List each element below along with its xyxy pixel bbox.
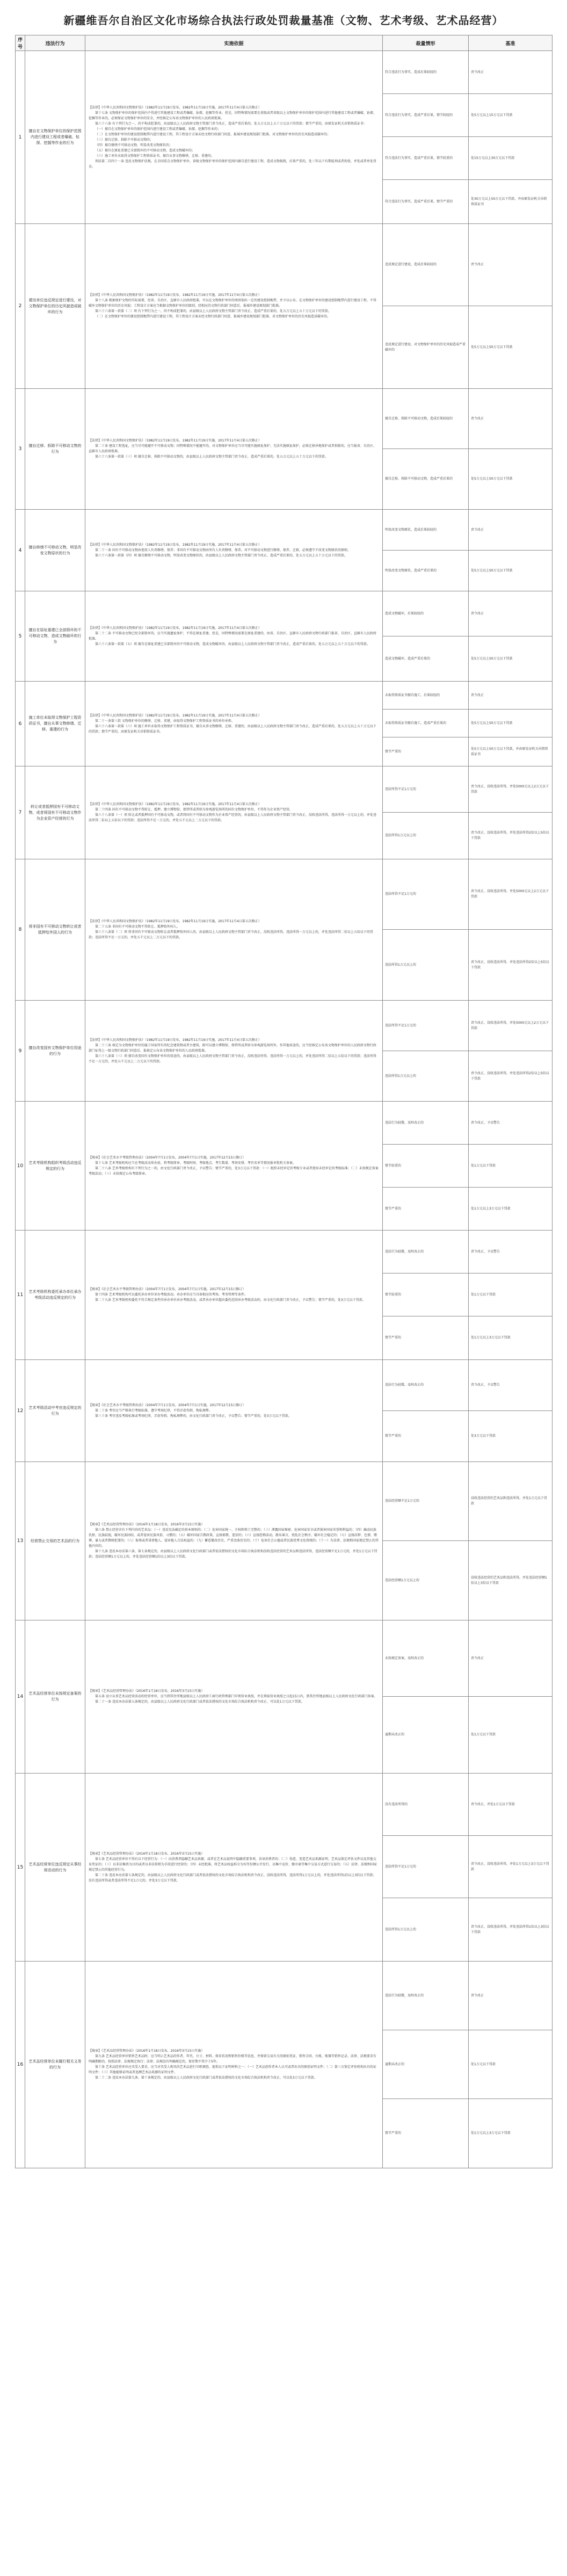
penalty-standard: 处1万元以下罚款 [469, 1697, 553, 1774]
penalty-standard: 处1万元以下罚款 [469, 1145, 553, 1188]
table-row [16, 1774, 553, 1836]
violation-name: 艺术考级机构委托承办单位承办考级活动违反规定的行为 [25, 1231, 85, 1360]
legal-basis-paragraph: 第六十六条 有下列行为之一，尚不构成犯罪的，由县级以上人民政府文物主管部门责令改正，造成严重后果的，处五万元以上五十万元以下的罚款；情节严重的，由原发证机关吊销资质证书： [95, 121, 367, 126]
discretion-condition: 违法行为轻微，及时改正的 [383, 1231, 469, 1273]
legal-basis [85, 591, 383, 682]
legal-basis-paragraph: （四）擅自修缮不可移动文物，明显改变文物原状的； [95, 143, 173, 147]
violation-name: 艺术考级机构组织考级活动违反规定的行为 [25, 1102, 85, 1231]
table-row [16, 1620, 553, 1697]
legal-basis [85, 1360, 383, 1462]
legal-basis-paragraph: 第二十五条 非国有不可移动文物不得转让、抵押给外国人。 [95, 925, 180, 929]
legal-basis-paragraph: 第十八条 根据保护文物的实际需要，经省、自治区、直辖市人民政府批准，可以在文物保护单位的周围划出一定的建设控制地带，并予以公布。在文物保护单位的建设控制地带内进行建设工程，不得破坏文物保护单位的历史风貌；工程设计方案应当根据文物保护单位的级别，经相应的文物行政部门同意后，报城乡建设规划部门批准。 [89, 299, 376, 308]
discretion-condition: 明显改变文物原状，造成严重后果的 [383, 551, 469, 591]
row-number: 9 [16, 1001, 25, 1102]
penalty-standard: 责令改正 [469, 510, 553, 551]
discretion-condition: 符合违法行为事实，造成后果较轻的 [383, 51, 469, 94]
penalty-standard: 责令改正 [469, 389, 553, 449]
row-number: 1 [16, 51, 25, 224]
penalty-standard: 责令改正，没收违法所得，并处违法所得2倍以上5倍以下罚款 [469, 813, 553, 859]
discretion-condition: 没有违法所得的 [383, 1774, 469, 1836]
discretion-condition: 违法所得不足1万元的 [383, 1001, 469, 1051]
penalty-standard: 责令改正，予以警告 [469, 1231, 553, 1273]
penalty-standard: 责令改正，没收违法所得，并处违法所得1倍以上3倍以下罚款 [469, 1898, 553, 1962]
table-row [16, 1962, 553, 2030]
penalty-standard: 处5万元以上15万元以下罚款 [469, 94, 553, 137]
penalty-standard: 处3万元以下罚款 [469, 1411, 553, 1462]
legal-basis-paragraph: 【法律】《中华人民共和国文物保护法》（1982年11月19日发布，1982年11月19日实施，2017年11月4日第五次修正） [89, 802, 261, 806]
discretion-condition: 未取得资质证书擅自施工，后果较轻的 [383, 682, 469, 710]
table-row [16, 1360, 553, 1411]
discretion-condition: 造成文物破坏，后果较轻的 [383, 591, 469, 636]
legal-basis [85, 1102, 383, 1231]
penalty-standard: 处30万元以上50万元以下罚款，并由原发证机关吊销资质证书 [469, 180, 553, 224]
legal-basis-paragraph: 第六条 禁止经营含有下列内容的艺术品：（一）违反宪法确定的基本原则的；（二）危害国家统一、主权和领土完整的；（三）泄露国家秘密、危害国家安全或者损害国家荣誉和利益的；（四）煽动民族仇恨、民族歧视，破坏民族团结，或者侵害民族风俗、习惯的；（五）破坏国家宗教政策，宣扬邪教、迷信的；（六）宣扬恐怖活动，散布谣言，扰乱社会秩序，破坏社会稳定的；（七）宣扬淫秽、色情、赌博、暴力或者教唆犯罪的；（八）侮辱或者诽谤他人，侵害他人合法权益的；（九）蓄意篡改历史、严重歪曲历史的；（十）危害社会公德或者民族优秀文化传统的；（十一）有法律、法规和国家规定禁止的其他内容的。 [89, 1528, 379, 1548]
row-number: 12 [16, 1360, 25, 1462]
penalty-standard: 责令改正，没收违法所得，并处5000元以上2万元以下罚款 [469, 766, 553, 813]
legal-basis-paragraph: 第二十条 考官应当严格执行考级标准，遵守考场纪律，不得弄虚作假、徇私舞弊。 [95, 1408, 212, 1413]
legal-basis-paragraph: 【法律】《中华人民共和国文物保护法》（1982年11月19日发布，1982年11月19日实施，2017年11月4日第五次修正） [89, 920, 261, 923]
penalty-standard: 责令改正，予以警告 [469, 1102, 553, 1145]
row-number: 7 [16, 766, 25, 859]
discretion-condition: 情节严重的 [383, 737, 469, 766]
discretion-condition: 违法所得1万元以上的 [383, 1898, 469, 1962]
row-number: 4 [16, 510, 25, 591]
discretion-condition: 违反规定进行建设，对文物保护单位的历史风貌造成严重破坏的 [383, 306, 469, 389]
table-row [16, 510, 553, 551]
penalty-standard: 责令改正，没收违法所得，并处违法所得2倍以上5倍以下罚款 [469, 930, 553, 1001]
penalty-standard: 责令改正 [469, 1962, 553, 2030]
violation-name: 将非国有不可移动文物转让或者抵押给外国人的行为 [25, 859, 85, 1001]
legal-basis-paragraph: 第二十三条 核定为文物保护单位的属于国家所有的纪念建筑物或者古建筑，除可以建立博物馆、保管所或者辟为参观游览场所外，作其他用途的，应当经核定公布该文物保护单位的人民政府文物行政部门征得上一级文物行政部门同意后，报核定公布该文物保护单位的人民政府批准。 [89, 1043, 376, 1053]
penalty-standard: 处5万元以上50万元以下罚款，并由原发证机关吊销资质证书 [469, 737, 553, 766]
discretion-condition: 情节严重的 [383, 1188, 469, 1231]
penalty-standard: 责令改正 [469, 591, 553, 636]
discretion-condition: 违法所得1万元以上的 [383, 1051, 469, 1102]
discretion-condition: 擅自迁移、拆除不可移动文物，造成严重后果的 [383, 449, 469, 510]
penalty-standard: 处1万元以上3万元以下罚款 [469, 1188, 553, 1231]
legal-basis [85, 1231, 383, 1360]
legal-basis-paragraph: 第二十四条 国有不可移动文物不得转让、抵押。建立博物馆、保管所或者辟为参观游览场所的国有文物保护单位，不得作为企业资产经营。 [95, 808, 293, 812]
discretion-condition: 情节较重的 [383, 1273, 469, 1316]
legal-basis-paragraph: 第九条 艺术品经营单位销售艺术品时，应当明示艺术品的作者、年代、尺寸、材料、保存状况和销售价格等信息，并保留交易有关的原始凭证、销售合同、台账、账簿等销售记录，法律、法规要求有明确期限的，按照法律、法规规定执行；法律、法规没有明确规定的，保存期不得少于5年。 [89, 2054, 376, 2064]
legal-basis-paragraph: 第十条 艺术品经营单位应买受人要求，应当对买受人购买的艺术品进行尽职调查，提供以下证明材料之一：（一）艺术品创作者本人认可或者出具的原创证明文件；（二）第三方鉴定评估机构出具的证明文件；（三）其他能够证明或者追溯艺术品来源的证明文件。 [89, 2065, 376, 2074]
table-row [16, 1462, 553, 1541]
row-number: 15 [16, 1774, 25, 1962]
table-row [16, 766, 553, 813]
legal-basis-paragraph: （五）擅自在原址重建已全部毁坏的不可移动文物，造成文物破坏的； [95, 148, 195, 153]
table-row [16, 1102, 553, 1145]
legal-basis-paragraph: 第三十条 考官违反考级标准或考场纪律，弄虚作假、徇私舞弊的，由文化行政部门责令改正，予以警告；情节严重的，处3万元以下罚款。 [95, 1414, 292, 1418]
legal-basis-paragraph: 第十九条 违反本办法第六条、第七条规定的，由县级以上人民政府文化行政部门或者依法授权的文化市场综合执法机构没收违法经营的艺术品和违法所得，违法经营额不足1万元的，并处1万元以下罚款；违法经营额1万元以上的，并处违法经营额1倍以上3倍以下罚款。 [89, 1550, 377, 1559]
penalty-standard: 责令改正 [469, 682, 553, 710]
penalty-standard: 责令改正，没收违法所得，并处违法所得2倍以上5倍以下罚款 [469, 1051, 553, 1102]
row-number: 13 [16, 1462, 25, 1620]
discretion-condition: 违法行为轻微，及时改正的 [383, 1360, 469, 1411]
discretion-condition: 逾期未改正的 [383, 1697, 469, 1774]
violation-name: 擅自修缮不可移动文物，明显改变文物原状的行为 [25, 510, 85, 591]
table-row [16, 224, 553, 306]
legal-basis-paragraph: 第六十八条第（一）项 转让或者抵押国有不可移动文物，或者将国有不可移动文物作为企业资产经营的，由县级以上人民政府文物主管部门责令改正，没收违法所得，违法所得一万元以上的，并处违法所得二倍以上五倍以下的罚款；违法所得不足一万元的，并处五千元以上二万元以下的罚款。 [89, 813, 376, 822]
legal-basis-paragraph: 【法律】《中华人民共和国文物保护法》（1982年11月19日发布，1982年11月19日实施，2017年11月4日第五次修正） [89, 542, 261, 547]
discretion-condition: 违反规定进行建设，造成后果较轻的 [383, 224, 469, 306]
legal-basis [85, 682, 383, 766]
penalty-standard: 责令改正，没收违法所得，并处5000元以上2万元以下罚款 [469, 1001, 553, 1051]
legal-basis-paragraph: 【法律】《中华人民共和国文物保护法》（1982年11月19日发布，1982年11月19日实施，2017年11月4日第五次修正） [89, 439, 261, 443]
discretion-condition: 逾期未改正的 [383, 2030, 469, 2099]
violation-name: 艺术考级活动中考官违反规定的行为 [25, 1360, 85, 1462]
legal-basis-paragraph: 第二十一条 国有不可移动文物由使用人负责修缮、保养；非国有不可移动文物由所有人负责修缮、保养。对不可移动文物进行修缮、保养、迁移，必须遵守不改变文物原状的原则。 [95, 548, 351, 552]
discretion-condition: 违法所得1万元以上的 [383, 930, 469, 1001]
legal-basis [85, 224, 383, 389]
legal-basis [85, 510, 383, 591]
table-row [16, 682, 553, 710]
legal-basis-paragraph: 【规章】《艺术品经营管理办法》（2016年1月18日发布，2016年3月15日实施） [89, 2049, 205, 2053]
discretion-condition: 符合违法行为事实，造成严重后果，情节严重的 [383, 180, 469, 224]
table-row [16, 1231, 553, 1273]
table-row [16, 591, 553, 636]
table-row [16, 389, 553, 449]
legal-basis-paragraph: 第六十八条第（三）项 擅自改变国有文物保护单位的用途的，由县级以上人民政府文物主管部门责令改正，没收违法所得，违法所得一万元以上的，并处违法所得二倍以上五倍以下的罚款；违法所得不足一万元的，并处五千元以上二万元以下的罚款。 [89, 1054, 376, 1063]
penalty-standard: 责令改正，没收违法所得，并处1万元以上3万元以下罚款 [469, 1836, 553, 1898]
row-number: 16 [16, 1962, 25, 2168]
penalty-standard: 责令改正 [469, 224, 553, 306]
discretion-condition: 明显改变文物原状，造成后果较轻的 [383, 510, 469, 551]
legal-basis-paragraph: 第六十六条第一款第（五）项 擅自在原址重建已全部毁坏的不可移动文物，造成文物破坏的，由县级以上人民政府文物主管部门责令改正，造成严重后果的，处五万元以上五十万元以下的罚款。 [95, 642, 370, 646]
discretion-condition: 造成文物破坏，造成严重后果的 [383, 636, 469, 682]
legal-basis [85, 1962, 383, 2168]
penalty-standard: 责令改正，没收违法所得，并处5000元以上2万元以下罚款 [469, 859, 553, 930]
discretion-condition: 违法所得不足1万元的 [383, 766, 469, 813]
violation-name: 施工单位未取得文物保护工程资质证书，擅自从事文物修缮、迁移、重建的行为 [25, 682, 85, 766]
violation-name: 艺术品经营单位违反规定从事经营活动的行为 [25, 1774, 85, 1962]
penalty-standard: 责令改正，予以警告 [469, 1360, 553, 1411]
table-row [16, 1001, 553, 1051]
discretion-condition: 情节严重的 [383, 1316, 469, 1360]
discretion-condition: 违法行为轻微，及时改正的 [383, 1962, 469, 2030]
legal-basis [85, 1462, 383, 1620]
violation-name: 建设单位违反规定进行建设，对文物保护单位的历史风貌造成破坏的行为 [25, 224, 85, 389]
legal-basis-paragraph: （三）擅自迁移、拆除不可移动文物的； [95, 138, 154, 142]
legal-basis-paragraph: 第六十六条第一款第（六）项 施工单位未取得文物保护工程资质证书，擅自从事文物修缮、迁移、重建的，由县级以上人民政府文物主管部门责令改正，造成严重后果的，处五万元以上五十万元以下的罚款；情节严重的，由原发证机关吊销资质证书。 [89, 724, 376, 734]
legal-basis-paragraph: 【法律】《中华人民共和国文物保护法》（1982年11月19日发布，1982年11月19日实施，2017年11月4日第五次修正） [89, 626, 261, 630]
header-basis: 实施依据 [85, 35, 383, 51]
legal-basis-paragraph: 第二十条 违反本办法第七条规定的，由县级以上人民政府文化行政部门或者依法授权的文化市场综合执法机构责令改正，没收违法所得，违法所得1万元以上的，并处违法所得1倍以上3倍以下罚款；没有违法所得或者违法所得不足1万元的，并处3万元以下罚款。 [89, 1873, 376, 1883]
row-number: 10 [16, 1102, 25, 1231]
violation-name: 艺术品经营单位未履行相关义务的行为 [25, 1962, 85, 2168]
penalty-standard: 处1万元以下罚款 [469, 2030, 553, 2099]
row-number: 6 [16, 682, 25, 766]
legal-basis [85, 51, 383, 224]
discretion-condition: 符合违法行为事实，造成严重后果，情节较重的 [383, 137, 469, 180]
discretion-condition: 擅自迁移、拆除不可移动文物，造成后果较轻的 [383, 389, 469, 449]
legal-basis-paragraph: 【法律】《中华人民共和国文物保护法》（1982年11月19日发布，1982年11月19日实施，2017年11月4日第五次修正） [89, 713, 261, 718]
legal-basis-paragraph: （二）在文物保护单位的建设控制地带内进行建设工程，其工程设计方案未经文物行政部门同意、报城乡建设规划部门批准，对文物保护单位的历史风貌造成破坏的。 [95, 315, 331, 319]
legal-basis-paragraph: 【规章】《社会艺术水平考级管理办法》（2004年7月1日发布，2004年7月1日实施，2017年12月15日修订） [89, 1155, 246, 1160]
legal-basis [85, 859, 383, 1001]
legal-basis-paragraph: 第二十八条 艺术考级机构有下列行为之一的，由文化行政部门责令改正，予以警告；情节严重的，处3万元以下罚款：（一）组织未经审定的考级专业或者使用未经审定的考级标准；（二）未按规定备案考级活动；（三）未按规定公布考级简章。 [89, 1166, 379, 1176]
penalty-standard: 处5万元以上50万元以下罚款 [469, 306, 553, 389]
discretion-condition: 情节严重的 [383, 1411, 469, 1462]
row-number: 11 [16, 1231, 25, 1360]
legal-basis-paragraph: 第七条 艺术品经营单位不得有以下经营行为：（一）向消费者隐瞒艺术品来源，或者在艺术品说明中隐瞒重要事项，误导消费者的；（二）伪造、变造艺术品来源证明、艺术品鉴定评估文件以及其他交易凭证的；（三）以非法集资为目的或者以非法传销为手段进行经营的；（四）未经批准，将艺术品权益拆分为均等份额公开发行，以集中竞价、做市商等集中交易方式进行交易的；（五）法律、法规和国家规定禁止的其他经营行为。 [89, 1857, 377, 1872]
penalty-standard: 责令改正，并处1万元以下罚款 [469, 1774, 553, 1836]
legal-basis-paragraph: 第二十一条第三款 文物保护单位的修缮、迁移、重建，由取得文物保护工程资质证书的单位承担。 [95, 719, 235, 723]
header-no: 序号 [16, 35, 25, 51]
document-page [15, 0, 552, 2168]
penalty-standard: 处1万元以上3万元以下罚款 [469, 1316, 553, 1360]
legal-basis-paragraph: 第二十九条 艺术考级机构委托不符合规定条件的承办单位承办考级活动，或者承办单位超出委托范围承办考级活动的，由文化行政部门责令改正，予以警告；情节严重的，处3万元以下罚款。 [95, 1298, 366, 1302]
legal-basis-paragraph: 第二十条 建设工程选址，应当尽可能避开不可移动文物；因特殊情况不能避开的，对文物保护单位应当尽可能实施原址保护。无法实施原址保护，必须迁移异地保护或者拆除的，应当报省、自治区、直辖市人民政府批准。 [89, 444, 376, 453]
discretion-condition: 未取得资质证书擅自施工，造成严重后果的 [383, 710, 469, 737]
row-number: 2 [16, 224, 25, 389]
legal-basis-paragraph: 第二十二条 违反本办法第九条、第十条规定的，由县级以上人民政府文化行政部门或者依法授权的文化市场综合执法机构责令改正，可以处3万元以下罚款。 [95, 2076, 317, 2080]
legal-basis-paragraph: （六）施工单位未取得文物保护工程资质证书，擅自从事文物修缮、迁移、重建的。 [95, 154, 215, 158]
penalty-standard: 处1万元以下罚款 [469, 1273, 553, 1316]
table-header-row [16, 35, 553, 51]
discretion-condition: 违法经营额不足1万元的 [383, 1462, 469, 1541]
penalty-standard: 责令改正 [469, 51, 553, 94]
penalty-standard: 处5万元以上50万元以下罚款 [469, 449, 553, 510]
legal-basis-paragraph: 【法律】《中华人民共和国文物保护法》（1982年11月19日发布，1982年11月19日实施，2017年11月4日第五次修正） [89, 1038, 261, 1042]
legal-basis-paragraph: 第二十二条 不可移动文物已经全部毁坏的，应当实施遗址保护，不得在原址重建。但是，因特殊情况需要在原址重建的，由省、自治区、直辖市人民政府文物行政部门报省、自治区、直辖市人民政府批准。 [89, 631, 376, 641]
table-row [16, 51, 553, 94]
header-standard: 基准 [469, 35, 553, 51]
legal-basis-paragraph: 第十七条 文物保护单位的保护范围内不得进行其他建设工程或者爆破、钻探、挖掘等作业。但是，因特殊情况需要在省级或者省级以上文物保护单位的保护范围内进行其他建设工程或者爆破、钻探、挖掘等作业的，必须保证文物保护单位的安全，并经核定公布该文物保护单位的人民政府批准。 [89, 111, 376, 120]
violation-name: 擅自在文物保护单位的保护范围内进行建设工程或者爆破、钻探、挖掘等作业的行为 [25, 51, 85, 224]
table-body [16, 51, 553, 2168]
discretion-condition: 情节较重的 [383, 1145, 469, 1188]
legal-basis [85, 766, 383, 859]
discretion-condition: 违法行为轻微，及时改正的 [383, 1102, 469, 1145]
legal-basis [85, 1620, 383, 1774]
legal-basis-paragraph: 【规章】《艺术品经营管理办法》（2016年1月18日发布，2016年3月15日实施） [89, 1523, 205, 1526]
penalty-standard: 处5万元以上50万元以下罚款 [469, 551, 553, 591]
row-number: 5 [16, 591, 25, 682]
table-row [16, 859, 553, 930]
violation-name: 擅自改变国有文物保护单位用途的行为 [25, 1001, 85, 1102]
penalty-standard: 处5万元以上50万元以下罚款 [469, 636, 553, 682]
row-number: 3 [16, 389, 25, 510]
legal-basis-paragraph: 【规章】《艺术品经营管理办法》（2016年1月18日发布，2016年3月15日实施） [89, 1851, 205, 1856]
legal-basis-paragraph: 【规章】《社会艺术水平考级管理办法》（2004年7月1日发布，2004年7月1日实施，2017年12月15日修订） [89, 1287, 246, 1291]
legal-basis-paragraph: 第五条 设立从事艺术品经营活动的经营单位，应当到其住所地县级以上人民政府工商行政管理部门申领营业执照，并在领取营业执照之日起15日内，到其住所地县级以上人民政府文化行政部门备案。 [95, 1695, 377, 1698]
legal-basis-paragraph: 第六十八条第（二）项 将非国有不可移动文物转让或者抵押给外国人的，由县级以上人民政府文物主管部门责令改正，没收违法所得，违法所得一万元以上的，并处违法所得二倍以上五倍以下的罚款；违法所得不足一万元的，并处五千元以上二万元以下的罚款。 [89, 930, 373, 939]
violation-name: 艺术品经营单位未按规定备案的行为 [25, 1620, 85, 1774]
legal-basis-paragraph: 【规章】《艺术品经营管理办法》（2016年1月18日发布，2016年3月15日实施） [89, 1689, 205, 1693]
legal-basis [85, 389, 383, 510]
violation-name: 经营禁止交易的艺术品的行为 [25, 1462, 85, 1620]
legal-basis [85, 1001, 383, 1102]
penalty-standard: 责令改正 [469, 1620, 553, 1697]
legal-basis-paragraph: 【法律】《中华人民共和国文物保护法》（1982年11月19日发布，1982年11月19日实施，2017年11月4日第五次修正） [89, 293, 261, 297]
legal-basis-paragraph: 第六十六条第一款第（二）项 有下列行为之一，尚不构成犯罪的，由县级以上人民政府文物主管部门责令改正，造成严重后果的，处五万元以上五十万元以下的罚款。 [95, 309, 331, 313]
document-title: 新疆维吾尔自治区文化市场综合执法行政处罚裁量基准（文物、艺术考级、艺术品经营） [63, 14, 504, 27]
legal-basis-paragraph: 第二十一条 违反本办法第五条规定的，由县级以上人民政府文化行政部门或者依法授权的文化市场综合执法机构责令改正，可以处1万元以下罚款。 [95, 1700, 304, 1704]
penalty-standard: 处5万元以上50万元以下罚款 [469, 710, 553, 737]
violation-name: 转让或者抵押国有不可移动文物，或者将国有不可移动文物作为企业资产经营的行为 [25, 766, 85, 859]
header-condition: 裁量情形 [383, 35, 469, 51]
legal-basis-paragraph: 刑法第二百四十一条 违反文物保护法规，在全国重点文物保护单位、省级文物保护单位的保护范围内擅自进行建设工程，造成文物损毁，后果严重的，处三年以下有期徒刑或者拘役，并处或者单处罚金。 [89, 159, 376, 169]
penalty-standard: 没收违法经营的艺术品和违法所得，并处违法经营额1倍以上3倍以下罚款 [469, 1541, 553, 1620]
penalty-standard: 没收违法经营的艺术品和违法所得，并处1万元以下罚款 [469, 1462, 553, 1541]
legal-basis-paragraph: 第十七条 艺术考级机构应当在考级活动举办前，将考级简章、考级时间、考级地点、考生数量、考场安排、考官名单等情况报审批机关备案。 [95, 1161, 296, 1165]
legal-basis-paragraph: 【规章】《社会艺术水平考级管理办法》（2004年7月1日发布，2004年7月1日实施，2017年12月15日修订） [89, 1403, 246, 1407]
legal-basis [85, 1774, 383, 1962]
penalty-standard: 处1万元以上3万元以下罚款 [469, 2099, 553, 2168]
discretion-condition: 违法所得不足1万元的 [383, 859, 469, 930]
row-number: 8 [16, 859, 25, 1001]
violation-name: 擅自迁移、拆除不可移动文物的行为 [25, 389, 85, 510]
legal-basis-paragraph: （二）在文物保护单位的建设控制地带内进行建设工程，其工程设计方案未经文物行政部门同意、报城乡建设规划部门批准，对文物保护单位的历史风貌造成破坏的； [95, 132, 331, 136]
legal-basis-paragraph: 第六十六条第一款第（三）项 擅自迁移、拆除不可移动文物的，由县级以上人民政府文物主管部门责令改正，造成严重后果的，处五万元以上五十万元以下的罚款。 [95, 455, 328, 459]
row-number: 14 [16, 1620, 25, 1774]
legal-basis-paragraph: 【法律】《中华人民共和国文物保护法》（1982年11月19日发布，1982年11月19日实施，2017年11月4日第五次修正） [89, 105, 261, 110]
violation-name: 擅自在原址重建已全部毁坏的不可移动文物，造成文物破坏的行为 [25, 591, 85, 682]
discretion-condition: 情节严重的 [383, 2099, 469, 2168]
discretion-condition: 违法经营额1万元以上的 [383, 1541, 469, 1620]
penalty-standard: 处15万元以上30万元以下罚款 [469, 137, 553, 180]
legal-basis-paragraph: 第十四条 艺术考级机构可以委托承办单位承办考级活动。承办单位应当具备相应的考场、考务管理等条件。 [95, 1293, 248, 1297]
discretion-condition: 违法所得1万元以上的 [383, 813, 469, 859]
discretion-condition: 符合违法行为事实，造成严重后果，情节较轻的 [383, 94, 469, 137]
discretion-condition: 未按规定备案，及时改正的 [383, 1620, 469, 1697]
penalty-standard-table [15, 35, 553, 2168]
discretion-condition: 违法所得不足1万元的 [383, 1836, 469, 1898]
legal-basis-paragraph: （一）擅自在文物保护单位的保护范围内进行建设工程或者爆破、钻探、挖掘等作业的； [95, 127, 221, 131]
header-act: 违法行为 [25, 35, 85, 51]
legal-basis-paragraph: 第六十六条第一款第（四）项 擅自修缮不可移动文物，明显改变文物原状的，由县级以上人民政府文物主管部门责令改正，造成严重后果的，处五万元以上五十万元以下的罚款。 [95, 553, 347, 558]
